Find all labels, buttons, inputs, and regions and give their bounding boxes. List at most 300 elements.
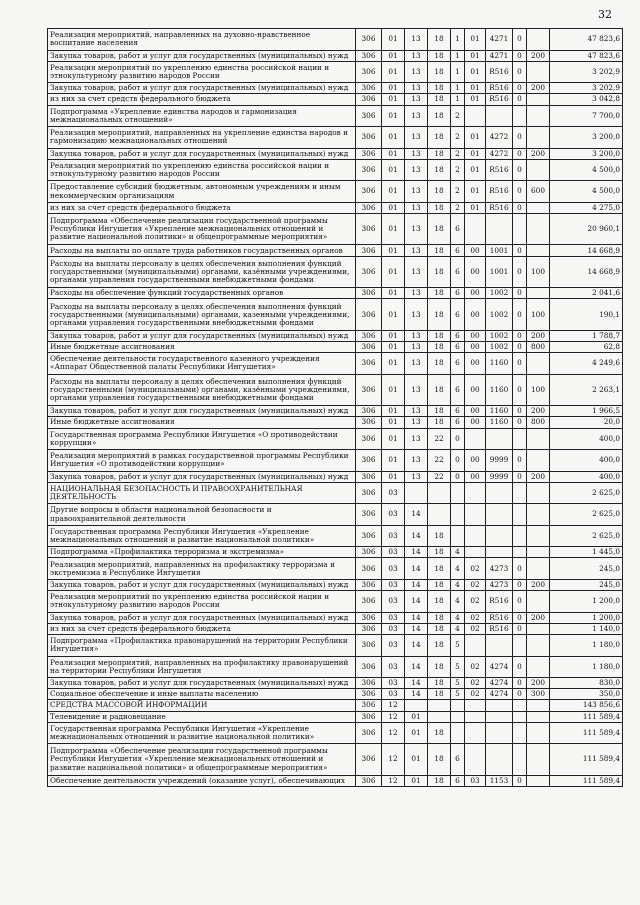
code-direction: 1160 bbox=[486, 374, 513, 406]
code-program: 18 bbox=[428, 635, 451, 657]
item-name: Реализация мероприятий, направленных на профилактику терроризма и экстремизма в Республике Ингушетия bbox=[48, 558, 356, 580]
code-direction: R516 bbox=[486, 591, 513, 613]
code-expense-type bbox=[527, 213, 550, 245]
code-subprogram bbox=[451, 482, 465, 504]
code-expense-type bbox=[527, 558, 550, 580]
item-name: Реализация мероприятий, направленных на укрепление единства народов и гармонизацию межнациональных отношений bbox=[48, 127, 356, 149]
code-direction-digit: 0 bbox=[513, 299, 527, 331]
code-direction-digit bbox=[513, 711, 527, 722]
code-program: 18 bbox=[428, 656, 451, 678]
code-expense-type: 200 bbox=[527, 678, 550, 689]
code-subsection: 01 bbox=[405, 711, 428, 722]
table-row bbox=[48, 547, 623, 558]
code-subprogram bbox=[451, 525, 465, 547]
code-subprogram: 6 bbox=[451, 288, 465, 299]
code-expense-type: 300 bbox=[527, 689, 550, 700]
amount: 47 823,6 bbox=[550, 50, 623, 61]
code-program bbox=[428, 711, 451, 722]
code-subprogram: 6 bbox=[451, 342, 465, 353]
code-section: 01 bbox=[382, 374, 405, 406]
code-subsection: 13 bbox=[405, 127, 428, 149]
item-name: Расходы на обеспечение функций государственных органов bbox=[48, 288, 356, 299]
code-program: 18 bbox=[428, 591, 451, 613]
item-name: СРЕДСТВА МАССОВОЙ ИНФОРМАЦИИ bbox=[48, 700, 356, 711]
code-direction-digit: 0 bbox=[513, 417, 527, 428]
code-direction-digit: 0 bbox=[513, 181, 527, 203]
code-subprogram: 6 bbox=[451, 374, 465, 406]
code-main-activity: 01 bbox=[465, 50, 486, 61]
code-subprogram: 6 bbox=[451, 775, 465, 786]
code-subprogram: 4 bbox=[451, 591, 465, 613]
code-program: 22 bbox=[428, 450, 451, 472]
code-main-activity: 02 bbox=[465, 591, 486, 613]
code-subsection: 13 bbox=[405, 330, 428, 341]
code-section: 12 bbox=[382, 744, 405, 776]
code-main-activity: 03 bbox=[465, 775, 486, 786]
code-admin: 306 bbox=[356, 61, 382, 83]
code-section: 01 bbox=[382, 406, 405, 417]
code-main-activity bbox=[465, 482, 486, 504]
amount: 2 625,0 bbox=[550, 525, 623, 547]
item-name: из них за счет средств федерального бюджета bbox=[48, 202, 356, 213]
code-direction-digit: 0 bbox=[513, 202, 527, 213]
code-main-activity: 01 bbox=[465, 29, 486, 51]
code-subsection: 13 bbox=[405, 61, 428, 83]
code-section: 03 bbox=[382, 678, 405, 689]
code-direction-digit: 0 bbox=[513, 678, 527, 689]
code-direction bbox=[486, 711, 513, 722]
table-body bbox=[48, 29, 623, 787]
code-expense-type bbox=[527, 504, 550, 526]
code-admin: 306 bbox=[356, 105, 382, 127]
code-subprogram bbox=[451, 504, 465, 526]
code-program: 18 bbox=[428, 256, 451, 288]
item-name: Реализация мероприятий в рамках государственной программы Республики Ингушетия «О противодействии коррупции» bbox=[48, 450, 356, 472]
budget-table bbox=[47, 28, 623, 787]
amount: 4 500,0 bbox=[550, 159, 623, 181]
code-program: 18 bbox=[428, 288, 451, 299]
code-admin: 306 bbox=[356, 482, 382, 504]
code-direction: 1002 bbox=[486, 299, 513, 331]
item-name: НАЦИОНАЛЬНАЯ БЕЗОПАСНОСТЬ И ПРАВООХРАНИТЕЛЬНАЯ ДЕЯТЕЛЬНОСТЬ bbox=[48, 482, 356, 504]
code-subprogram: 1 bbox=[451, 94, 465, 105]
code-direction: 1160 bbox=[486, 406, 513, 417]
code-program: 18 bbox=[428, 127, 451, 149]
code-main-activity: 00 bbox=[465, 299, 486, 331]
code-subsection: 13 bbox=[405, 428, 428, 450]
code-direction bbox=[486, 213, 513, 245]
code-section: 01 bbox=[382, 148, 405, 159]
code-section: 03 bbox=[382, 558, 405, 580]
code-expense-type: 100 bbox=[527, 256, 550, 288]
code-admin: 306 bbox=[356, 94, 382, 105]
code-direction-digit: 0 bbox=[513, 61, 527, 83]
amount: 111 589,4 bbox=[550, 711, 623, 722]
code-expense-type bbox=[527, 94, 550, 105]
code-subprogram: 6 bbox=[451, 330, 465, 341]
code-admin: 306 bbox=[356, 700, 382, 711]
code-subsection: 13 bbox=[405, 83, 428, 94]
page-number: 32 bbox=[598, 8, 612, 21]
amount: 245,0 bbox=[550, 579, 623, 590]
item-name: Обеспечение деятельности государственного казенного учреждения «Аппарат Общественной палаты Республики Ингушетия» bbox=[48, 353, 356, 375]
code-direction-digit bbox=[513, 700, 527, 711]
code-main-activity: 00 bbox=[465, 256, 486, 288]
table-row bbox=[48, 450, 623, 472]
amount: 3 200,0 bbox=[550, 148, 623, 159]
item-name: Расходы на выплаты персоналу в целях обеспечения выполнения функций государственными (муниципальными) органами, казенными учреждениями, органами управления государственными внебюджетными фондами bbox=[48, 299, 356, 331]
code-expense-type bbox=[527, 711, 550, 722]
code-main-activity: 01 bbox=[465, 61, 486, 83]
item-name: Предоставление субсидий бюджетным, автономным учреждениям и иным некоммерческим организациям bbox=[48, 181, 356, 203]
table-row bbox=[48, 353, 623, 375]
amount: 3 200,0 bbox=[550, 127, 623, 149]
code-direction-digit: 0 bbox=[513, 256, 527, 288]
code-program: 18 bbox=[428, 342, 451, 353]
table-row bbox=[48, 202, 623, 213]
code-subsection: 13 bbox=[405, 94, 428, 105]
code-program: 18 bbox=[428, 612, 451, 623]
code-expense-type: 200 bbox=[527, 148, 550, 159]
code-subsection: 14 bbox=[405, 547, 428, 558]
code-expense-type: 800 bbox=[527, 417, 550, 428]
code-direction bbox=[486, 635, 513, 657]
code-section: 01 bbox=[382, 202, 405, 213]
code-admin: 306 bbox=[356, 428, 382, 450]
code-section: 03 bbox=[382, 656, 405, 678]
code-direction-digit: 0 bbox=[513, 148, 527, 159]
code-admin: 306 bbox=[356, 450, 382, 472]
code-direction-digit bbox=[513, 428, 527, 450]
table-row bbox=[48, 612, 623, 623]
code-admin: 306 bbox=[356, 159, 382, 181]
code-subprogram: 1 bbox=[451, 83, 465, 94]
code-subsection: 13 bbox=[405, 450, 428, 472]
table-row bbox=[48, 417, 623, 428]
code-subprogram: 2 bbox=[451, 148, 465, 159]
code-direction-digit: 0 bbox=[513, 83, 527, 94]
table-row bbox=[48, 623, 623, 634]
code-direction-digit bbox=[513, 547, 527, 558]
code-main-activity: 00 bbox=[465, 471, 486, 482]
item-name: Закупка товаров, работ и услуг для государственных (муниципальных) нужд bbox=[48, 612, 356, 623]
code-subsection: 14 bbox=[405, 689, 428, 700]
code-main-activity: 00 bbox=[465, 245, 486, 256]
code-admin: 306 bbox=[356, 330, 382, 341]
code-direction-digit bbox=[513, 525, 527, 547]
code-direction-digit bbox=[513, 744, 527, 776]
item-name: Государственная программа Республики Ингушетия «Укрепление межнациональных отношений и развитие национальной политики» bbox=[48, 722, 356, 744]
code-subsection: 14 bbox=[405, 612, 428, 623]
code-direction-digit bbox=[513, 105, 527, 127]
code-section: 01 bbox=[382, 29, 405, 51]
code-subprogram bbox=[451, 711, 465, 722]
code-admin: 306 bbox=[356, 417, 382, 428]
amount: 47 823,6 bbox=[550, 29, 623, 51]
code-expense-type bbox=[527, 450, 550, 472]
code-expense-type bbox=[527, 775, 550, 786]
code-section: 01 bbox=[382, 417, 405, 428]
amount: 400,0 bbox=[550, 471, 623, 482]
item-name: из них за счет средств федерального бюджета bbox=[48, 94, 356, 105]
code-direction-digit: 0 bbox=[513, 342, 527, 353]
code-subprogram: 0 bbox=[451, 471, 465, 482]
code-expense-type bbox=[527, 547, 550, 558]
amount: 400,0 bbox=[550, 428, 623, 450]
code-subprogram: 4 bbox=[451, 623, 465, 634]
item-name: Закупка товаров, работ и услуг для государственных (муниципальных) нужд bbox=[48, 678, 356, 689]
code-admin: 306 bbox=[356, 181, 382, 203]
code-subprogram: 2 bbox=[451, 159, 465, 181]
code-subprogram: 0 bbox=[451, 450, 465, 472]
amount: 1 966,5 bbox=[550, 406, 623, 417]
code-program bbox=[428, 504, 451, 526]
code-expense-type bbox=[527, 744, 550, 776]
amount: 1 140,0 bbox=[550, 623, 623, 634]
code-direction bbox=[486, 525, 513, 547]
table-row bbox=[48, 61, 623, 83]
code-main-activity: 02 bbox=[465, 678, 486, 689]
code-subsection: 01 bbox=[405, 722, 428, 744]
code-section: 12 bbox=[382, 700, 405, 711]
code-direction-digit: 0 bbox=[513, 288, 527, 299]
amount: 2 625,0 bbox=[550, 482, 623, 504]
table-row bbox=[48, 504, 623, 526]
code-direction bbox=[486, 428, 513, 450]
code-direction: R516 bbox=[486, 181, 513, 203]
code-admin: 306 bbox=[356, 342, 382, 353]
code-admin: 306 bbox=[356, 612, 382, 623]
code-section: 03 bbox=[382, 482, 405, 504]
code-subsection: 13 bbox=[405, 471, 428, 482]
code-subprogram: 5 bbox=[451, 656, 465, 678]
code-main-activity: 00 bbox=[465, 353, 486, 375]
code-program: 18 bbox=[428, 579, 451, 590]
code-section: 01 bbox=[382, 288, 405, 299]
code-expense-type bbox=[527, 105, 550, 127]
code-admin: 306 bbox=[356, 83, 382, 94]
code-section: 03 bbox=[382, 504, 405, 526]
code-program: 18 bbox=[428, 94, 451, 105]
amount: 1 200,0 bbox=[550, 612, 623, 623]
table-row bbox=[48, 245, 623, 256]
code-direction-digit: 0 bbox=[513, 558, 527, 580]
code-admin: 306 bbox=[356, 623, 382, 634]
code-subprogram: 4 bbox=[451, 558, 465, 580]
code-subprogram: 6 bbox=[451, 256, 465, 288]
item-name: Расходы на выплаты по оплате труда работников государственных органов bbox=[48, 245, 356, 256]
code-main-activity: 02 bbox=[465, 558, 486, 580]
code-section: 12 bbox=[382, 722, 405, 744]
code-expense-type bbox=[527, 61, 550, 83]
code-subsection: 13 bbox=[405, 202, 428, 213]
code-direction: R516 bbox=[486, 83, 513, 94]
code-direction: 1002 bbox=[486, 288, 513, 299]
code-main-activity bbox=[465, 635, 486, 657]
code-admin: 306 bbox=[356, 656, 382, 678]
code-main-activity: 00 bbox=[465, 450, 486, 472]
code-expense-type bbox=[527, 202, 550, 213]
item-name: Подпрограмма «Обеспечение реализации государственной программы Республики Ингушетия «Укрепление межнациональных отношений и развитие национальной политики» и общепрограммные мероприятия» bbox=[48, 744, 356, 776]
code-direction bbox=[486, 504, 513, 526]
item-name: Закупка товаров, работ и услуг для государственных (муниципальных) нужд bbox=[48, 471, 356, 482]
code-program: 18 bbox=[428, 29, 451, 51]
code-main-activity: 00 bbox=[465, 417, 486, 428]
code-admin: 306 bbox=[356, 202, 382, 213]
amount: 14 668,9 bbox=[550, 256, 623, 288]
code-main-activity: 02 bbox=[465, 623, 486, 634]
amount: 1 180,0 bbox=[550, 635, 623, 657]
code-subprogram: 1 bbox=[451, 29, 465, 51]
code-direction-digit: 0 bbox=[513, 159, 527, 181]
item-name: Подпрограмма «Профилактика терроризма и экстремизма» bbox=[48, 547, 356, 558]
table-row bbox=[48, 428, 623, 450]
code-subprogram: 6 bbox=[451, 213, 465, 245]
code-expense-type bbox=[527, 635, 550, 657]
item-name: Закупка товаров, работ и услуг для государственных (муниципальных) нужд bbox=[48, 579, 356, 590]
code-main-activity: 00 bbox=[465, 342, 486, 353]
code-admin: 306 bbox=[356, 299, 382, 331]
code-program: 18 bbox=[428, 775, 451, 786]
table-row bbox=[48, 579, 623, 590]
code-direction: R516 bbox=[486, 159, 513, 181]
code-subsection: 14 bbox=[405, 558, 428, 580]
code-section: 01 bbox=[382, 330, 405, 341]
code-main-activity: 02 bbox=[465, 579, 486, 590]
code-section: 03 bbox=[382, 525, 405, 547]
code-main-activity bbox=[465, 744, 486, 776]
code-direction-digit: 0 bbox=[513, 450, 527, 472]
code-subsection: 14 bbox=[405, 591, 428, 613]
code-program: 18 bbox=[428, 374, 451, 406]
amount: 1 788,7 bbox=[550, 330, 623, 341]
code-program: 18 bbox=[428, 353, 451, 375]
code-expense-type bbox=[527, 722, 550, 744]
amount: 245,0 bbox=[550, 558, 623, 580]
amount: 3 202,9 bbox=[550, 61, 623, 83]
code-subprogram: 1 bbox=[451, 50, 465, 61]
code-subsection: 14 bbox=[405, 678, 428, 689]
code-program bbox=[428, 482, 451, 504]
code-subprogram: 6 bbox=[451, 744, 465, 776]
code-admin: 306 bbox=[356, 689, 382, 700]
code-main-activity bbox=[465, 105, 486, 127]
amount: 4 249,6 bbox=[550, 353, 623, 375]
code-program: 18 bbox=[428, 61, 451, 83]
code-subsection: 13 bbox=[405, 288, 428, 299]
code-section: 01 bbox=[382, 181, 405, 203]
code-subsection bbox=[405, 700, 428, 711]
code-subsection: 14 bbox=[405, 623, 428, 634]
code-subsection: 13 bbox=[405, 213, 428, 245]
code-direction: 4273 bbox=[486, 558, 513, 580]
code-direction: R516 bbox=[486, 61, 513, 83]
table-row bbox=[48, 50, 623, 61]
code-program: 18 bbox=[428, 406, 451, 417]
code-program: 18 bbox=[428, 181, 451, 203]
code-section: 03 bbox=[382, 689, 405, 700]
code-program: 18 bbox=[428, 299, 451, 331]
code-subprogram: 2 bbox=[451, 202, 465, 213]
code-direction: 9999 bbox=[486, 471, 513, 482]
code-expense-type bbox=[527, 482, 550, 504]
table-row bbox=[48, 330, 623, 341]
table-row bbox=[48, 256, 623, 288]
table-row bbox=[48, 83, 623, 94]
code-admin: 306 bbox=[356, 50, 382, 61]
item-name: Закупка товаров, работ и услуг для государственных (муниципальных) нужд bbox=[48, 406, 356, 417]
code-section: 01 bbox=[382, 450, 405, 472]
code-direction-digit: 0 bbox=[513, 612, 527, 623]
code-program: 18 bbox=[428, 202, 451, 213]
amount: 830,0 bbox=[550, 678, 623, 689]
code-program: 18 bbox=[428, 558, 451, 580]
table-row bbox=[48, 94, 623, 105]
code-subprogram: 6 bbox=[451, 417, 465, 428]
code-admin: 306 bbox=[356, 558, 382, 580]
amount: 4 275,0 bbox=[550, 202, 623, 213]
code-program: 18 bbox=[428, 148, 451, 159]
item-name: Телевидение и радиовещание bbox=[48, 711, 356, 722]
code-section: 03 bbox=[382, 579, 405, 590]
table-row bbox=[48, 374, 623, 406]
code-subprogram: 6 bbox=[451, 245, 465, 256]
amount: 2 625,0 bbox=[550, 504, 623, 526]
code-subprogram: 5 bbox=[451, 678, 465, 689]
code-main-activity bbox=[465, 722, 486, 744]
code-program: 18 bbox=[428, 330, 451, 341]
code-expense-type bbox=[527, 245, 550, 256]
item-name: Закупка товаров, работ и услуг для государственных (муниципальных) нужд bbox=[48, 148, 356, 159]
item-name: Государственная программа Республики Ингушетия «О противодействии коррупции» bbox=[48, 428, 356, 450]
code-direction: 1160 bbox=[486, 417, 513, 428]
code-direction: 4272 bbox=[486, 148, 513, 159]
item-name: Другие вопросы в области национальной безопасности и правоохранительной деятельности bbox=[48, 504, 356, 526]
code-program: 18 bbox=[428, 678, 451, 689]
code-admin: 306 bbox=[356, 353, 382, 375]
amount: 190,1 bbox=[550, 299, 623, 331]
code-subsection: 13 bbox=[405, 148, 428, 159]
amount: 3 042,8 bbox=[550, 94, 623, 105]
code-expense-type: 600 bbox=[527, 181, 550, 203]
table-row bbox=[48, 406, 623, 417]
code-section: 01 bbox=[382, 159, 405, 181]
code-section: 12 bbox=[382, 775, 405, 786]
code-direction-digit bbox=[513, 504, 527, 526]
item-name: Подпрограмма «Профилактика правонарушений на территории Республики Ингушетия» bbox=[48, 635, 356, 657]
code-subsection: 13 bbox=[405, 181, 428, 203]
code-direction-digit: 0 bbox=[513, 406, 527, 417]
amount: 20 960,1 bbox=[550, 213, 623, 245]
code-section: 01 bbox=[382, 256, 405, 288]
code-section: 03 bbox=[382, 612, 405, 623]
code-direction bbox=[486, 105, 513, 127]
code-direction: 4272 bbox=[486, 127, 513, 149]
code-subsection: 14 bbox=[405, 579, 428, 590]
code-expense-type: 200 bbox=[527, 330, 550, 341]
code-subsection: 13 bbox=[405, 299, 428, 331]
amount: 111 589,4 bbox=[550, 775, 623, 786]
code-section: 01 bbox=[382, 353, 405, 375]
code-main-activity: 01 bbox=[465, 94, 486, 105]
code-subsection: 13 bbox=[405, 417, 428, 428]
code-subprogram: 4 bbox=[451, 547, 465, 558]
amount: 1 200,0 bbox=[550, 591, 623, 613]
code-admin: 306 bbox=[356, 775, 382, 786]
amount: 7 700,0 bbox=[550, 105, 623, 127]
code-section: 03 bbox=[382, 623, 405, 634]
code-program: 18 bbox=[428, 547, 451, 558]
